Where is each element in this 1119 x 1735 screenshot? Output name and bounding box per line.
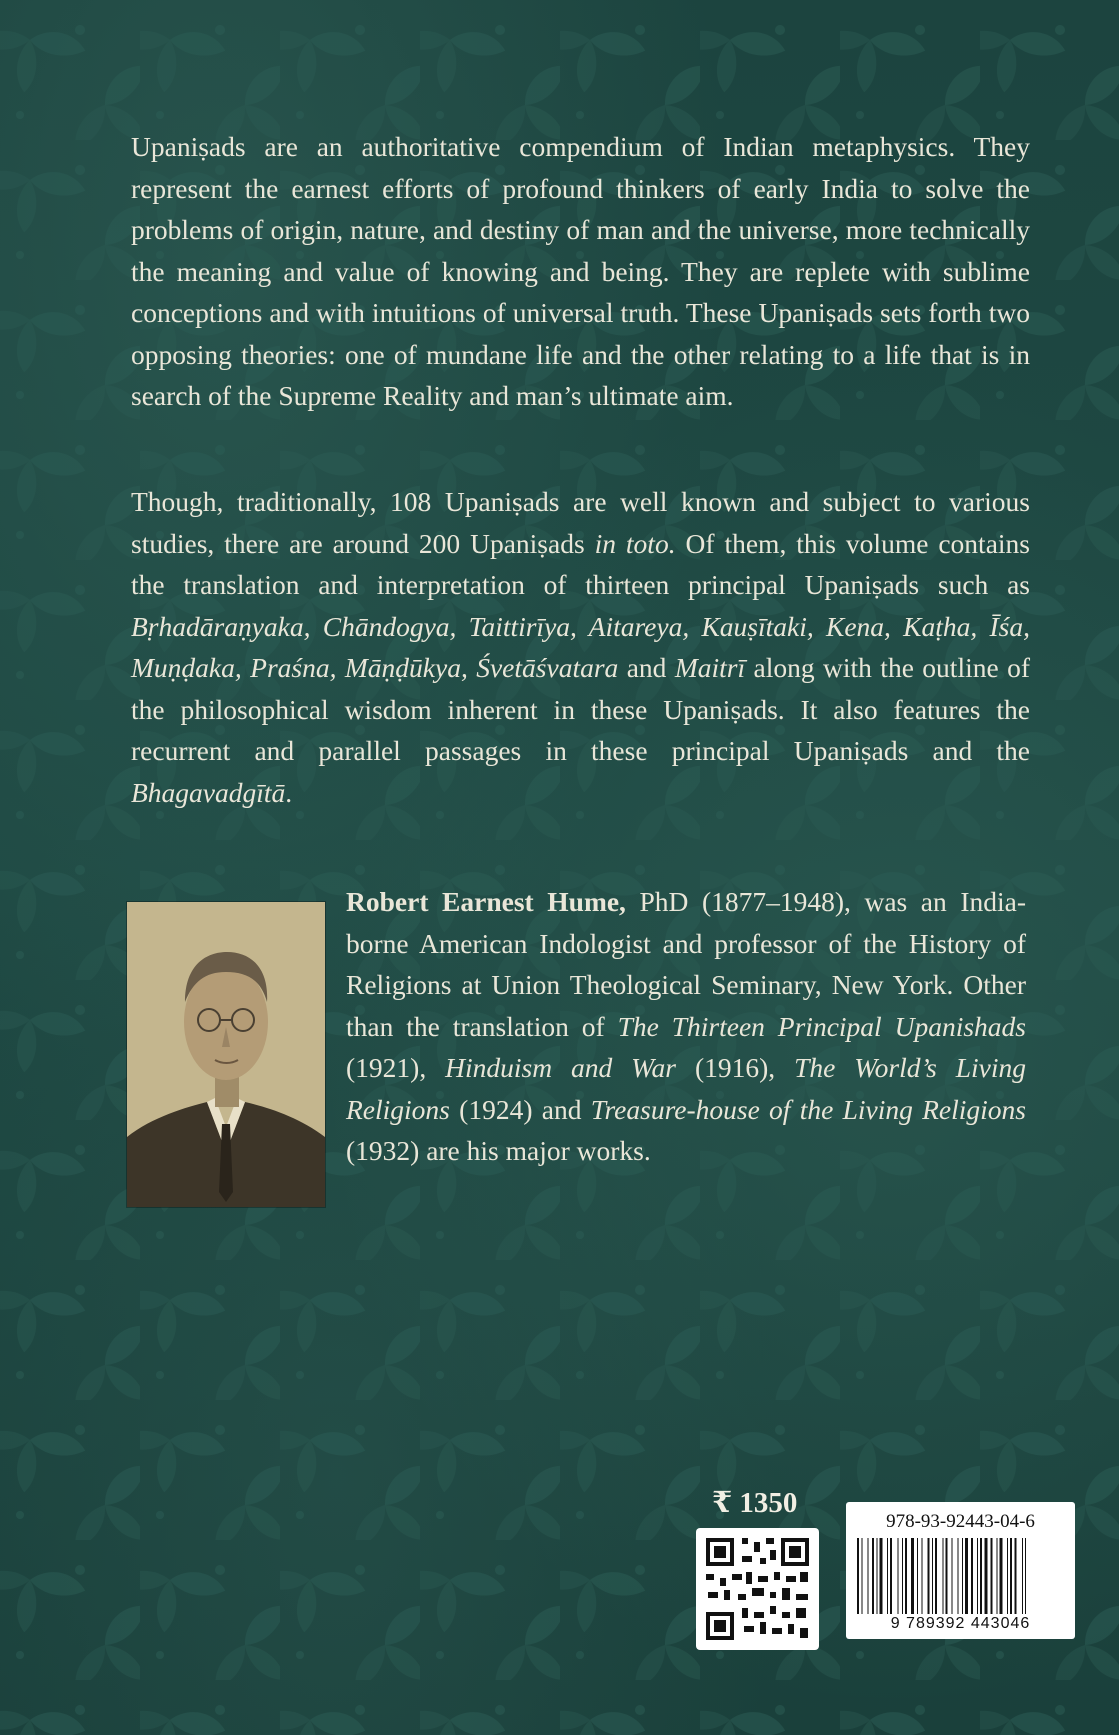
author-photo [127, 902, 325, 1207]
price-label: ₹ 1350 [712, 1487, 798, 1519]
barcode-icon [855, 1538, 1066, 1618]
book-year-2: (1916), [676, 1052, 795, 1083]
qr-code [696, 1528, 819, 1650]
in-toto-phrase: in toto. [594, 527, 676, 559]
description-paragraph-2 [131, 481, 1030, 813]
book-title-4: Treasure-house of the Living Religions [590, 1093, 1026, 1125]
author-portrait-illustration [127, 902, 325, 1207]
author-bio [346, 881, 1026, 1172]
upanishad-titles: Bṛhadāraṇyaka, Chāndogya, Taittirīya, Aitareya, Kauṣītaki, Kena, Kaṭha, Īśa, Muṇḍaka, Praśna, Māṇḍūkya, Śvetāśvatara [131, 610, 1030, 683]
contents-part-1: Though, traditionally, 108 Upaniṣads are well known and subject to various studies, there are around 200 Upaniṣads [131, 486, 1030, 559]
barcode-digits: 9 789392 443046 [890, 1615, 1031, 1632]
contents-text [131, 481, 1030, 813]
maitri-title: Maitrī [674, 652, 746, 683]
author-bio-1: PhD (1877–1948), was an India-borne American Indologist and professor of the History of Religions at Union Theological Seminary, New York. Other than the translation of [346, 886, 1026, 1042]
contents-and: and [618, 652, 675, 683]
book-title-2: Hinduism and War [445, 1052, 677, 1083]
contents-end: . [285, 776, 293, 808]
book-year-4: (1932) are his major works. [346, 1135, 651, 1166]
author-name: Robert Earnest Hume, [346, 886, 626, 917]
isbn-number: 978-93-92443-04-6 [886, 1511, 1035, 1532]
bhagavadgita-title: Bhagavadgītā [131, 776, 286, 808]
book-year-3: (1924) and [449, 1093, 591, 1125]
contents-part-3: along with the outline of the philosophical wisdom inherent in these Upaniṣads. It also features the recurrent and parallel passages in these principal Upaniṣads and the [131, 652, 1030, 766]
qr-code-icon [696, 1528, 819, 1650]
description-text: Upaniṣads are an authoritative compendium of Indian metaphysics. They represent the earnest efforts of profound thinkers of early India to solve the problems of origin, nature, and destiny of man and the universe, more technically the meaning and value of knowing and being. They are replete with sublime conceptions and with intuitions of universal truth. These Upaniṣads sets forth two opposing theories: one of mundane life and the other relating to a life that is in search of the Supreme Reality and man’s ultimate aim. [131, 131, 1030, 411]
book-year-1: (1921), [346, 1052, 446, 1083]
contents-part-2: Of them, this volume contains the translation and interpretation of thirteen principal Upaniṣads such as [131, 527, 1030, 600]
description-paragraph-1 [131, 126, 1030, 417]
book-title-1: The Thirteen Principal Upanishads [617, 1010, 1026, 1042]
book-title-3: The World’s Living Religions [346, 1052, 1026, 1125]
barcode-label [846, 1502, 1075, 1639]
